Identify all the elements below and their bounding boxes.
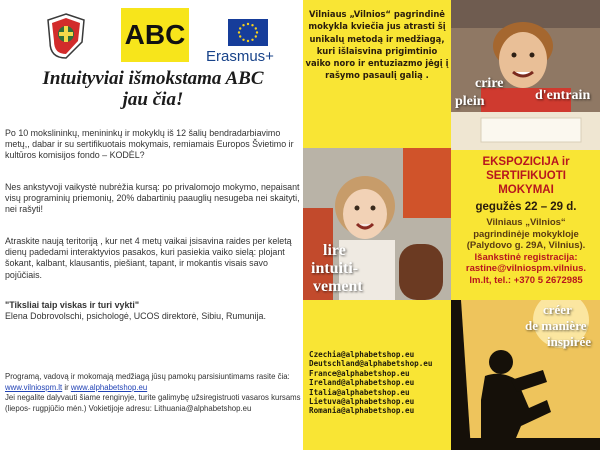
expo-title-line-1: EKSPOZICIJA ir bbox=[482, 156, 570, 168]
logo-strip bbox=[0, 4, 303, 66]
footer-line-2: Jei negalite dalyvauti šiame renginyje, turite galimybę užsiregistruoti vasaros kursams (liepos- rugpjūčio mėn.) Vokietijoje adresu: Lithuania@alphabetshop.eu bbox=[5, 393, 301, 413]
registration-email[interactable]: rastine@vilniospm.vilnius. bbox=[465, 263, 587, 274]
overlay-lire: lire bbox=[323, 242, 346, 259]
overlay-inspiree: inspirée bbox=[547, 334, 592, 349]
email-france[interactable]: France@alphabetshop.eu bbox=[309, 368, 410, 378]
abc-logo: ABC bbox=[121, 8, 189, 62]
overlay-crire: crire bbox=[475, 76, 504, 91]
headline-line-1: Intuityviai išmokstama ABC bbox=[42, 68, 264, 89]
vilniospm-link[interactable]: www.vilniospm.lt bbox=[5, 382, 63, 392]
country-emails bbox=[309, 350, 451, 416]
exposition-title bbox=[452, 155, 600, 197]
email-deutschland[interactable]: Deutschland@alphabetshop.eu bbox=[309, 359, 433, 369]
overlay-plein: plein bbox=[455, 94, 485, 109]
photo-reading-silhouette bbox=[451, 300, 600, 450]
venue-line-3: (Palydovo g. 29A, Vilnius). bbox=[466, 240, 586, 251]
headline-line-2: jau čia! bbox=[122, 89, 184, 110]
photo-girl-writing bbox=[303, 148, 451, 300]
registration-phone: lm.lt, tel.: +370 5 2672985 bbox=[469, 274, 583, 286]
footer-info bbox=[5, 372, 301, 414]
email-ireland[interactable]: Ireland@alphabetshop.eu bbox=[309, 378, 415, 388]
email-italia[interactable]: Italia@alphabetshop.eu bbox=[309, 387, 410, 397]
eu-flag-icon bbox=[228, 19, 268, 46]
email-lietuva[interactable]: Lietuva@alphabetshop.eu bbox=[309, 397, 415, 407]
erasmus-logo: Erasmus+ bbox=[206, 48, 274, 65]
footer-and: ir bbox=[62, 382, 71, 392]
overlay-dentrain: d'entrain bbox=[535, 88, 591, 103]
email-romania[interactable]: Romania@alphabetshop.eu bbox=[309, 406, 415, 416]
overlay-creer: créer bbox=[543, 302, 572, 317]
testimonial bbox=[5, 300, 301, 322]
body-paragraph-3: Atraskite naują teritoriją , kur net 4 metų vaikai įsisavina raides per keletą dienų padedami interaktyvios pasakos, kuri pasiekia vaiko sielą: plojant šokant, kalbant, klausantis, piešiant, tapant, ir mokantis visais savo pojūčiais. bbox=[5, 236, 292, 280]
boy-illustration bbox=[451, 0, 600, 150]
overlay-intuiti: intuiti- bbox=[311, 260, 359, 277]
expo-venue bbox=[452, 217, 600, 286]
school-crest-icon bbox=[44, 12, 88, 60]
testimonial-quote: "Tiksliai taip viskas ir turi vykti" bbox=[5, 300, 140, 310]
body-paragraph-1: Po 10 mokslininkų, menininkų ir mokyklų iš 12 šalių bendradarbiavimo metų,, dabar ir su sertifikuotais mokymais, remiamais Europos Švietimo ir kultūros komisijos fondo – KODĖL? bbox=[5, 128, 294, 161]
email-czechia[interactable]: Czechia@alphabetshop.eu bbox=[309, 350, 415, 359]
invitation-text: Vilniaus „Vilnios“ pagrindinė mokykla kviečia jus atrasti šį unikalų metodą ir medžiagą, kuri išlaisvina prigimtinio vaiko noro ir entuziazmo jėgį į rašymo pasaulį galią . bbox=[305, 9, 449, 81]
footer-line-1: Programą, vadovą ir mokomają medžiagą jūsų pamokų parsisiuntimams rasite čia: bbox=[5, 372, 290, 381]
expo-dates: gegužės 22 – 29 d. bbox=[475, 201, 577, 213]
body-paragraph-2: Nes ankstyvoji vaikystė nubrėžia kursą: po privalomojo mokymo, nepaisant visų programinių priemonių, 20% dabartinių paauglių nesugeba nei skaityti, nei rašyti! bbox=[5, 182, 300, 215]
venue-line-1: Vilniaus „Vilnios“ bbox=[486, 217, 566, 228]
expo-title-line-2: SERTIFIKUOTI bbox=[486, 170, 566, 182]
overlay-de-maniere: de manière bbox=[525, 318, 587, 333]
photo-boy-writing bbox=[451, 0, 600, 150]
headline bbox=[12, 68, 294, 110]
expo-title-line-3: MOKYMAI bbox=[498, 184, 554, 196]
footer-links bbox=[5, 383, 301, 394]
venue-line-2: pagrindinėje mokykloje bbox=[473, 228, 579, 240]
registration-label: Išankstinė registracija: bbox=[474, 251, 578, 263]
testimonial-author: Elena Dobrovolschi, psichologė, UCOS direktorė, Sibiu, Rumunija. bbox=[5, 311, 266, 322]
overlay-vement: vement bbox=[313, 278, 363, 295]
alphabetshop-link[interactable]: www.alphabetshop.eu bbox=[70, 382, 148, 392]
